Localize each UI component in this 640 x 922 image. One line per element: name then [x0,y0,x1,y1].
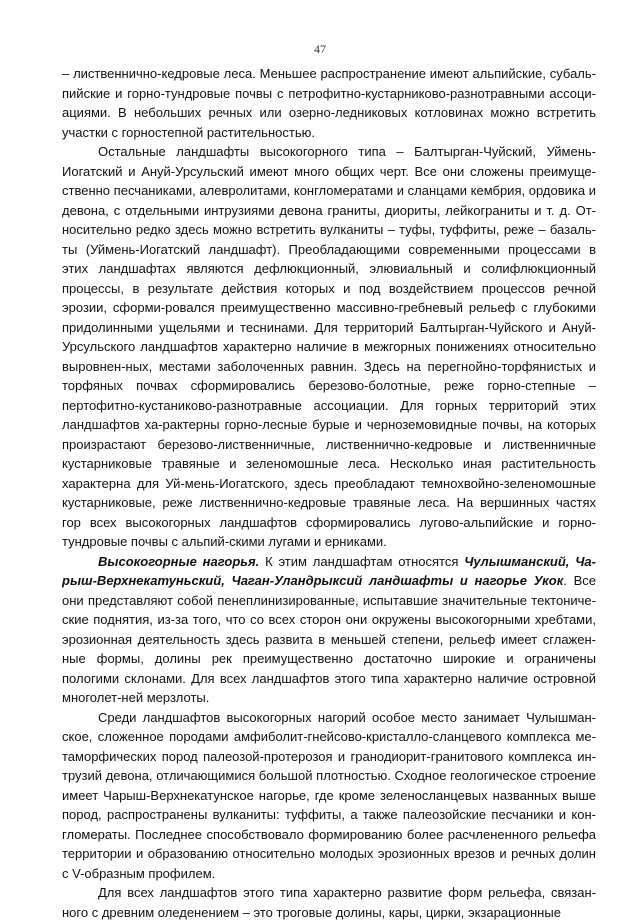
paragraph-1: – лиственнично-кедровые леса. Меньшее распространение имеют альпийские, субаль-пийские и горно-тундровые почвы с петрофитно-кустарниково-разнотравными ассоци-ациями. В небольших речных или озерно-ледниковых котловинах можно встретить участки с горностепной растительностью. [62,66,596,140]
paragraph-3-text-a: К этим ландшафтам относятся [259,553,465,569]
paragraph-3 [62,552,596,708]
page-number: 47 [314,42,326,56]
paragraph-4: Среди ландшафтов высокогорных нагорий особое место занимает Чулышман-ское, сложенное породами амфиболит-гнейсово-кристалло-сланцевого комплекса ме-таморфических пород палеозой-протерозоя и гранодиорит-гранитового комплекса ин-трузий девона, отличающимися большой плотностью. Сходное геологическое строение имеет Чарыш-Верхнекатунское нагорье, где кроме зеленосланцевых названных выше пород, распространены вулканиты: туффиты, а также палеозойские песчаники и кон-гломераты. Последнее способствовало формированию более расчлененного рельефа территории и образованию относительно молодых эрозионных врезов и речных долин с V-образным профилем. [62,709,596,881]
paragraph-2: Остальные ландшафты высокогорного типа – Балтырган-Чуйский, Уймень-Иогатский и Ануй-Урсульский имеют много общих черт. Все они сложены преимуще-ственно песчаниками, алевролитами, конгломератами и сланцами кембрия, ордовика и девона, с отдельными интрузиями девона граниты, диориты, лейкограниты и т. д. От-носительно редко здесь можно встретить вулканиты – туфы, туффиты, реже – базаль-ты (Уймень-Иогатский ландшафт). Преобладающими современными процессами в этих ландшафтах являются дефлюкционный, элювиальный и солифлюкционный процессы, в результате действия которых и под воздействием процессов речной эрозии, сформи-ровался преимущественно массивно-гребневый рельеф с глубокими придолинными ущельями и теснинами. Для территорий Балтырган-Чуйского и Ануй-Урсульского ландшафтов характерно наличие в межгорных понижениях относительно выровнен-ных, местами заболоченных равнин. Здесь на перегнойно-торфянистых и торфяных почвах сформировались березово-болотные, реже горно-степные – пертофитно-кустаниково-разнотравные ассоциации. Для горных территорий этих ландшафтов ха-рактерны горно-лесные бурые и черноземовидные почвы, на которых произрастают березово-лиственничные, лиственнично-кедровые и лиственничные кустарниковые травяные и зеленомошные леса. Несколько иная растительность характерна для Уй-мень-Иогатского, здесь преобладают темнохвойно-зеленомошные кустарниковые, реже лиственнично-кедровые травяные леса. На вершинных частях гор всех высокогорных ландшафтов сформировались лугово-альпийские и горно-тундровые почвы с альпий-скими лугами и ерниками. [62,144,596,549]
paragraph-5: Для всех ландшафтов этого типа характерно развитие форм рельефа, связан-ного с древним оледенением – это троговые долины, кары, цирки, экзарационные [62,885,596,920]
landscape-names-emphasis: Чулышманский, Ча-рыш-Верхнекатуньский, Чаган-Уландрыксий ландшафты и нагорье Укок [62,553,596,588]
document-body [62,64,596,922]
section-heading-inline: Высокогорные нагорья. [98,553,260,569]
paragraph-3-text-b: . Все они представляют собой пенеплинизированные, испытавшие значительные тектониче-ские поднятия, из-за того, что со всех сторон они окружены высокогорными хребтами, эрозионная деятельность здесь развита в меньшей степени, рельеф имеет сглажен-ные формы, долины рек преимущественно достаточно широкие и ограничены пологими склонами. Для всех ландшафтов этого типа характерно наличие островной многолет-ней мерзлоты. [62,573,596,705]
